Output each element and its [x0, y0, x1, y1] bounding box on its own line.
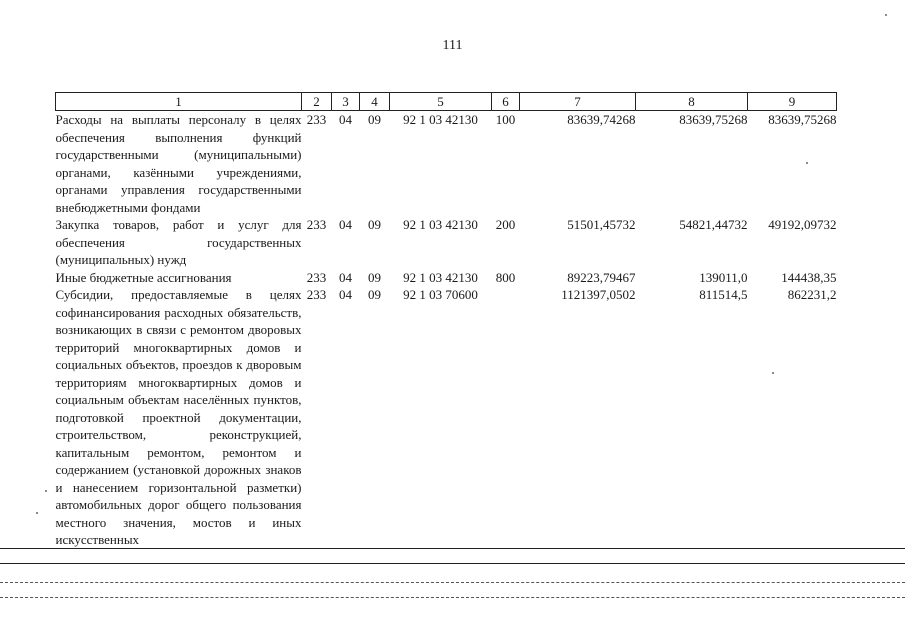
column-header: 9 — [748, 93, 837, 111]
expense-type-code — [492, 286, 520, 549]
column-header: 6 — [492, 93, 520, 111]
amount-col8: 54821,44732 — [679, 217, 748, 232]
scan-fold-line — [0, 548, 905, 549]
column-header: 8 — [636, 93, 748, 111]
amount-col8: 139011,0 — [699, 269, 748, 285]
subsection-code: 09 — [368, 269, 381, 285]
expense-type-code: 100 — [495, 112, 516, 127]
ministry-code: 233 — [306, 269, 327, 285]
table-row — [56, 269, 837, 287]
amount-col7: 51501,45732 — [567, 217, 636, 232]
ministry-code: 233 — [306, 217, 327, 232]
row-description: Закупка товаров, работ и услуг для обеспечения государственных (муниципальных) нужд — [55, 217, 302, 267]
subsection-code: 09 — [368, 217, 381, 232]
amount-col7: 89223,79467 — [567, 269, 636, 285]
ministry-code: 233 — [306, 112, 327, 127]
column-header: 5 — [390, 93, 492, 111]
page-number: 111 — [442, 38, 463, 53]
target-article-code: 92 1 03 42130 — [403, 217, 478, 232]
row-description: Расходы на выплаты персоналу в целях обеспечения выполнения функций государственными (муниципальными) органами, казёнными учреждениями, органами управления государственными внебюджетными фондами — [55, 112, 302, 215]
amount-col7: 1121397,0502 — [561, 287, 636, 302]
scan-fold-line — [0, 582, 905, 583]
scan-speck — [36, 512, 38, 514]
amount-col9: 144438,35 — [781, 269, 837, 285]
section-code: 04 — [339, 112, 352, 127]
scan-fold-line — [0, 563, 905, 564]
table-row — [56, 111, 837, 217]
budget-table — [55, 92, 837, 549]
column-header: 3 — [332, 93, 360, 111]
section-code: 04 — [339, 287, 352, 302]
section-code: 04 — [339, 217, 352, 232]
row-description: Субсидии, предоставляемые в целях софинансирования расходных обязательств, возникающих в связи с ремонтом дворовых территорий многоквартирных домов и социальных объектов, проездов к дворовым территориям многоквартирных домов и социальным объектам населённых пунктов, подготовкой проектной документации, строительством, реконструкцией, капитальным ремонтом, ремонтом и содержанием (установкой дорожных знаков и нанесением горизонтальной разметки) автомобильных дорог общего пользования местного значения, мостов и иных искусственных — [55, 287, 302, 547]
table-row — [56, 216, 837, 269]
column-header: 2 — [302, 93, 332, 111]
subsection-code: 09 — [368, 112, 381, 127]
row-description: Иные бюджетные ассигнования — [55, 269, 232, 285]
section-code: 04 — [339, 269, 352, 285]
ministry-code: 233 — [306, 287, 327, 302]
target-article-code: 92 1 03 70600 — [403, 287, 478, 302]
table-row — [56, 286, 837, 549]
scan-speck — [806, 162, 808, 164]
amount-col8: 83639,75268 — [679, 112, 748, 127]
subsection-code: 09 — [368, 287, 381, 302]
expense-type-code: 800 — [495, 269, 516, 285]
table-header-row — [56, 93, 837, 111]
column-header: 4 — [360, 93, 390, 111]
scan-speck — [885, 14, 887, 16]
target-article-code: 92 1 03 42130 — [403, 112, 478, 127]
scan-speck — [772, 372, 774, 374]
amount-col7: 83639,74268 — [567, 112, 636, 127]
amount-col8: 811514,5 — [699, 287, 748, 302]
scan-speck — [45, 490, 47, 492]
amount-col9: 49192,09732 — [768, 217, 837, 232]
column-header: 7 — [520, 93, 636, 111]
scan-fold-line — [0, 597, 905, 598]
amount-col9: 862231,2 — [787, 287, 837, 302]
column-header: 1 — [56, 93, 302, 111]
target-article-code: 92 1 03 42130 — [403, 269, 478, 285]
amount-col9: 83639,75268 — [768, 112, 837, 127]
expense-type-code: 200 — [495, 217, 516, 232]
